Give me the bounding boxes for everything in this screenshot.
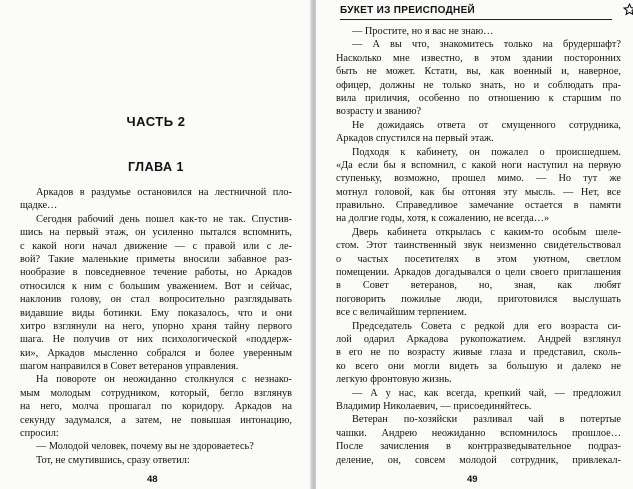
text-line: в Совет ветеранов, но, зная, как любят [336,280,621,292]
text-line: на долгие годы, хотя, к сожалению, не всегда…» [336,213,550,225]
text-line: Не дожидаясь ответа от смущенного сотрудника, [352,119,621,131]
text-line: мым молодым сотрудником, который, бегло взглянув [20,387,292,399]
text-line: После зачисления в контрразведывательное подраз- [336,441,621,453]
text-line: шагом направился в Совет ветеранов управления. [20,361,239,373]
text-line: Аркадов спустился на первый этаж. [336,133,494,145]
text-line: секунду задумался, а затем, не повышая интонацию, [20,414,292,426]
chapter-title: ГЛАВА 1 [128,160,184,174]
text-line: шага. Не получив от них психологической «поддерж- [20,334,292,346]
text-line: чашки. Андрею неожиданно вспомнилось прошлое… [336,427,621,439]
text-line: вой? Такие маленькие приметы вносили забавное раз- [20,253,292,265]
text-line: — А вы что, знакомитесь только на брудершафт? [352,39,621,51]
text-line: — А у нас, как всегда, крепкий чай, — предложил [352,387,621,399]
text-line: Сегодня рабочий день пошел как-то не так. Спустив- [36,213,292,225]
text-line: быть не может. Кстати, вы, как военный и, наверное, [336,66,621,78]
text-line: Ветеран по-хозяйски разливал чай в потертые [352,414,621,426]
text-line: деление, он, совсем молодой сотрудник, привлекал- [336,454,621,466]
right-page-body [336,25,621,467]
text-line: правильно. Справедливое замечание остается в памяти [336,200,621,212]
left-page-body [20,186,292,467]
left-page [0,0,312,489]
text-line: видавшие виды ботинки. Ему показалось, что и они [20,307,292,319]
page-number-right: 49 [467,474,478,485]
text-line: все с величайшим терпением. [336,307,467,319]
text-line: Подходя к кабинету, он пожалел о происшедшем. [352,146,621,158]
text-line: — Простите, но я вас не знаю… [352,26,494,37]
text-line: о частых посетителях в этом уютном, светлом [336,253,621,265]
text-line: На повороте он неожиданно столкнулся с незнако- [36,374,292,386]
text-line: щадке… [20,200,58,212]
text-line: хитро взглянули на него, упорно храня тайну первого [20,320,292,332]
text-line: мотнул головой, как бы отгоняя эту мысль. — Нет, все [336,186,621,198]
text-line: Дверь кабинета открылась с каким-то особым шеле- [352,226,621,238]
page-number-left: 48 [147,474,158,485]
text-line: вила приличия, особенно по отношению к старшим по [336,92,621,104]
text-line: относился к ним с большим уважением. Вот и сейчас, [20,280,292,292]
text-line: ко всего они могли видеть за большую и далеко не [336,360,621,372]
text-line: в его не по возрасту живые глаза и представил, сколь- [336,347,621,359]
text-line: «Да если бы я вспомнил, с какой ноги наступил на первую [336,159,621,171]
text-line: нообразие в повседневное течение работы, но Аркадов [20,267,292,279]
text-line: Тот, не смутившись, сразу ответил: [36,454,190,466]
text-line: ступеньку, возможно, прошел мимо. — Но тут же [336,173,621,185]
text-line: Аркадов в раздумье остановился на лестничной пло- [36,187,292,198]
text-line: шись на первый этаж, он усиленно пытался вспомнить, [20,227,292,239]
text-line: с какой ноги начал движение — с правой или с ле- [20,240,292,252]
text-line: легкую фронтовую жизнь. [336,374,452,386]
text-line: стом. Этот таинственный звук неизменно свидетельствовал [336,240,621,252]
text-line: помещении. Аркадов догадывался о цели своего приглашения [336,267,621,279]
text-line: наклонив голову, он стал вопросительно разглядывать [20,294,292,306]
text-line: возрасту и званию? [336,106,422,118]
text-line: Владимир Николаевич, — присоединяйтесь. [336,400,532,412]
running-head [340,5,620,16]
text-line: спросил: [20,428,59,440]
text-line: Председатель Совета с редкой для его возраста си- [352,320,621,332]
part-title: ЧАСТЬ 2 [126,114,186,129]
text-line: — Молодой человек, почему вы не здороваетесь? [36,441,254,453]
text-line: поговорить пожилые люди, приготовился выслушать [336,293,621,305]
text-line: Насколько мне известно, в этом здании посторонних [336,52,621,64]
text-line: ки», Аркадов мысленно собрался и более уверенным [20,347,292,359]
running-head-title: БУКЕТ ИЗ ПРЕИСПОДНЕЙ [340,5,476,16]
star-icon [623,3,633,16]
text-line: лой одарил Аркадова рукопожатием. Андрей взглянул [336,333,621,345]
text-line: на него, молча прошагал по коридору. Аркадов на [20,401,292,413]
running-head-rule [340,19,612,20]
text-line: офицер, должны не только знать, но и соблюдать пра- [336,79,621,91]
